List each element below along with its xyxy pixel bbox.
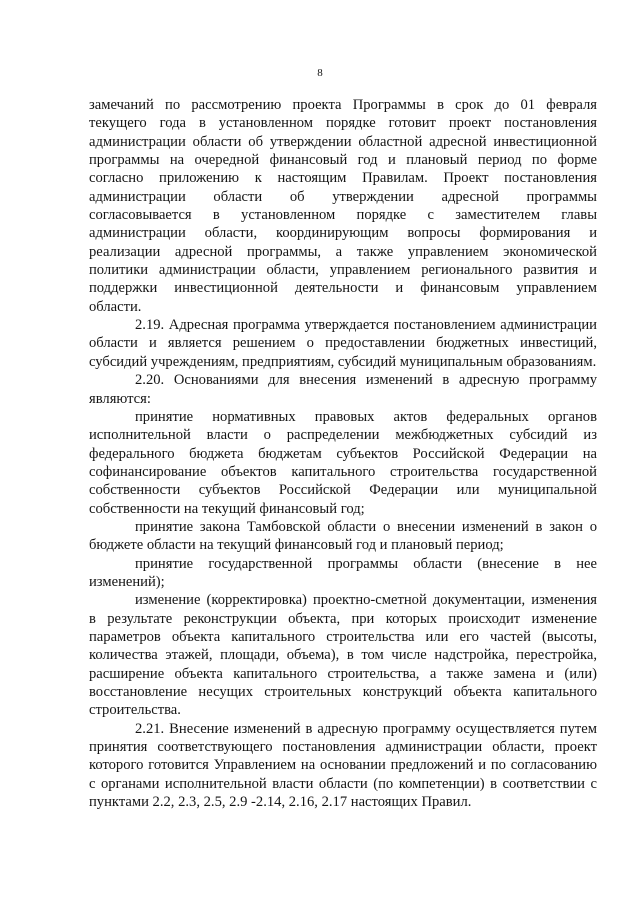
- text-line: политики администрации области, управлением регионального развития и: [89, 262, 597, 279]
- text-line: администрации области, координирующим вопросы формирования и: [89, 225, 597, 242]
- list-item-state-program: принятие государственной программы области (внесение в нее изменений);: [89, 555, 597, 590]
- text-line: поддержки инвестиционной деятельности и финансовым управлением: [89, 280, 597, 297]
- text-line: согласно приложению к настоящим Правилам. Проект постановления: [89, 170, 597, 187]
- list-item-federal-acts: принятие нормативных правовых актов федеральных органов исполнительной власти о распределении межбюджетных субсидий из федерального бюджета бюджетам субъектов Российской Федерации на софинансирование объектов капитального строительства государственной собственности субъектов Российской Федерации или муниципальной собственности на текущий финансовый год;: [89, 408, 597, 517]
- list-item-tambov-law: принятие закона Тамбовской области о внесении изменений в закон о бюджете области на текущий финансовый год и плановый период;: [89, 518, 597, 554]
- paragraph-2-21: 2.21. Внесение изменений в адресную программу осуществляется путем принятия соответствующего постановления администрации области, проект которого готовится Управлением на основании предложений и по согласованию с органами исполнительной власти области (по компетенции) в соответствии с пунктами 2.2, 2.3, 2.5, 2.9 -2.14, 2.16, 2.17 настоящих Правил.: [89, 720, 597, 811]
- page-number: 8: [317, 67, 323, 79]
- text-line: области.: [89, 298, 142, 315]
- text-line: текущего года в установленном порядке готовит проект постановления: [89, 115, 597, 132]
- text-line: согласовывается в установленном порядке с заместителем главы: [89, 207, 597, 224]
- text-line: замечаний по рассмотрению проекта Программы в срок до 01 февраля: [89, 97, 597, 113]
- paragraph-2-20-heading: 2.20. Основаниями для внесения изменений в адресную программу являются:: [89, 372, 597, 407]
- paragraph-continuation: [89, 96, 597, 316]
- paragraph-2-19: 2.19. Адресная программа утверждается постановлением администрации области и является решением о предоставлении бюджетных инвестиций, субсидий учреждениям, предприятиям, субсидий муниципальным образованиям.: [89, 317, 597, 370]
- list-item-documentation-change: изменение (корректировка) проектно-сметной документации, изменения в результате реконструкции объекта, при которых происходит изменение параметров объекта капитального строительства или его частей (высоты, количества этажей, площади, объема), в том числе надстройка, перестройка, расширение объекта капитального строительства, а также замена и (или) восстановление несущих строительных конструкций объекта капитального строительства.: [89, 592, 597, 719]
- text-line: администрации области об утверждении адресной программы: [89, 188, 597, 205]
- text-line: программы на очередной финансовый год и плановый период по форме: [89, 152, 597, 169]
- text-line: администрации области об утверждении областной адресной инвестиционной: [89, 133, 597, 150]
- document-body: [89, 96, 597, 811]
- text-line: реализации адресной программы, а также управлением экономической: [89, 243, 597, 260]
